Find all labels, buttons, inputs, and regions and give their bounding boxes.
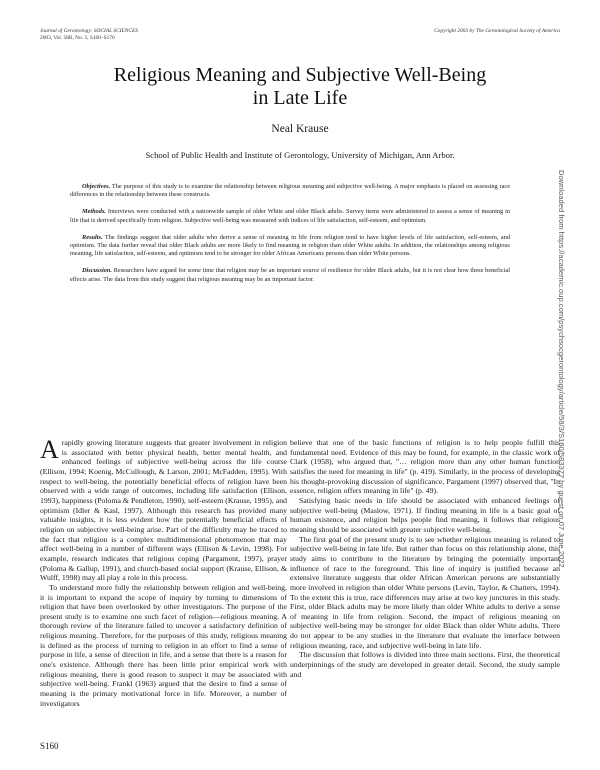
body-paragraph: To understand more fully the relationship between religion and well-being, it is important to expand the scope of inquiry by turning to dimensions of religion that have been overlooked by other investigators. The purpose of the present study is to examine one such facet of religion—religious meaning. A thorough review of the literature failed to uncover a satisfactory definition of religious meaning. Therefore, for the purposes of this study, religious meaning is defined as the process of turning to religion in an effort to find a sense of purpose in life, a sense of direction in life, and a sense that there is a reason for one's existence. Although there has been little prior empirical work with religious meaning, there is good reason to suspect it may be associated with subjective well-being. Frankl (1963) argued that the desire to find a sense of meaning is the primary motivational force in life. Moreover, a number of investigators — [40, 582, 287, 708]
abstract-results — [70, 234, 510, 259]
abstract-discussion — [70, 267, 510, 283]
abstract-text: Researchers have argued for some time that religion may be an important source of resilience for older Black adults, but it is not clear how these beneficial effects arise. The data from this study suggest that religious meaning may be an important factor. — [70, 267, 510, 283]
author-affiliation: School of Public Health and Institute of Gerontology, University of Michigan, Ann Arbor. — [145, 150, 455, 160]
paragraph-text: rapidly growing literature suggests that greater involvement in religion is associated with better physical health, better mental health, and enhanced feelings of subjective well-being across the life course (Ellison, 1994; Koenig, McCullough, & Larson, 2001; McFadden, 1995). With respect to well-being, the potentially beneficial effects of religion have been observed with a wide range of outcomes, including life satisfaction (Ellison, 1993), happiness (Poloma & Pendleton, 1990), self-esteem (Krause, 1995), and optimism (Idler & Kasl, 1997). Although this research has provided many valuable insights, it is less evident how the potentially beneficial effects of religion on subjective well-being arise. Part of the difficulty may be traced to the fact that religion is a complex multidimensional phenomenon that may affect well-being in a number of different ways (Ellison & Levin, 1998). For example, research indicates that religious coping (Pargament, 1997), prayer (Poloma & Gallup, 1991), and church-based social support (Krause, Ellison, & Wulff, 1998) may all play a role in this process. — [40, 438, 287, 583]
abstract-label: Results. — [82, 233, 103, 241]
abstract-label: Methods. — [82, 208, 106, 216]
body-column-right — [290, 438, 560, 679]
body-paragraph — [40, 435, 287, 583]
page-number: S160 — [40, 741, 59, 751]
author-name: Neal Krause — [271, 123, 329, 135]
abstract-label: Objectives. — [82, 183, 111, 190]
article-title — [40, 64, 560, 110]
abstract-objectives — [70, 183, 510, 199]
abstract-text: Interviews were conducted with a nationwide sample of older White and older Black adults. Survey items were administered to assess a sense of meaning in life that is derived specifically from religion. Subjective well-being was measured with indices of life satisfaction, self-esteem, and optimism. — [70, 208, 510, 224]
download-notice: Downloaded from https://academic.oup.com/psychsocgerontology/article/58/3/S160/583377 by guest on 07 June 2022 — [557, 170, 566, 568]
abstract-text: The purpose of this study is to examine the relationship between religious meaning and subjective well-being. A major emphasis is placed on assessing race differences in the relationship between these constructs. — [70, 183, 510, 199]
body-paragraph: believe that one of the basic functions of religion is to help people fulfill this fundamental need. Evidence of this may be found, for example, in the classic work of Clark (1958), who argued that, "… religion more than any other human function satisfies the need for meaning in life" (p. 419). Similarly, in the process of developing his thought-provoking discussion of significance, Pargament (1997) observed that, "In essence, religion offers meaning in life" (p. 49). — [290, 438, 560, 496]
body-paragraph: The first goal of the present study is to see whether religious meaning is related to subjective well-being in late life. But rather than focus on this relationship alone, this study aims to contribute to the literature by bringing the potentially important influence of race to the foreground. This line of inquiry is justified because an extensive literature suggests that older African American persons are substantially more involved in religion than older White persons (Levin, Taylor, & Chatters, 1994). To the extent this is true, race differences may arise at two key junctures in this study. First, older Black adults may be more likely than older White adults to derive a sense of meaning in life from religion. Second, the impact of religious meaning on subjective well-being may be stronger for older Black than older White adults. There do not appear to be any studies in the literature that evaluate the interface between religious meaning, race, and subjective well-being in late life. — [290, 534, 560, 650]
journal-header — [40, 28, 138, 42]
abstract-methods — [70, 208, 510, 224]
abstract — [70, 183, 510, 293]
journal-name: Journal of Gerontology: SOCIAL SCIENCES — [40, 28, 138, 34]
body-column-left — [40, 435, 287, 708]
body-paragraph: Satisfying basic needs in life should be associated with enhanced feelings of subjective well-being (Maslow, 1971). If finding meaning in life is a basic goal of human existence, and religion helps people find meaning, it follows that religious meaning should be associated with greater subjective well-being. — [290, 495, 560, 534]
journal-volume: 2003, Vol. 58B, No. 3, S160–S170 — [40, 35, 115, 41]
drop-cap: A — [40, 435, 59, 464]
copyright-notice: Copyright 2003 by The Gerontological Society of America — [434, 28, 560, 34]
abstract-text: The findings suggest that older adults who derive a sense of meaning in life from religion tend to have higher levels of life satisfaction, self-esteem, and optimism. The data further reveal that older Black adults are more likely to find meaning in religion than older White adults. In addition, the relationships among religious meaning, life satisfaction, self-esteem, and optimism tend to be stronger for older African Americans persons than older White persons. — [70, 233, 510, 258]
abstract-label: Discussion. — [82, 267, 112, 275]
body-paragraph: The discussion that follows is divided into three main sections. First, the theoretical underpinnings of the study are developed in greater detail. Second, the study sample and — [290, 650, 560, 679]
title-line-2: in Late Life — [252, 87, 348, 109]
title-line-1: Religious Meaning and Subjective Well-Being — [113, 64, 487, 86]
